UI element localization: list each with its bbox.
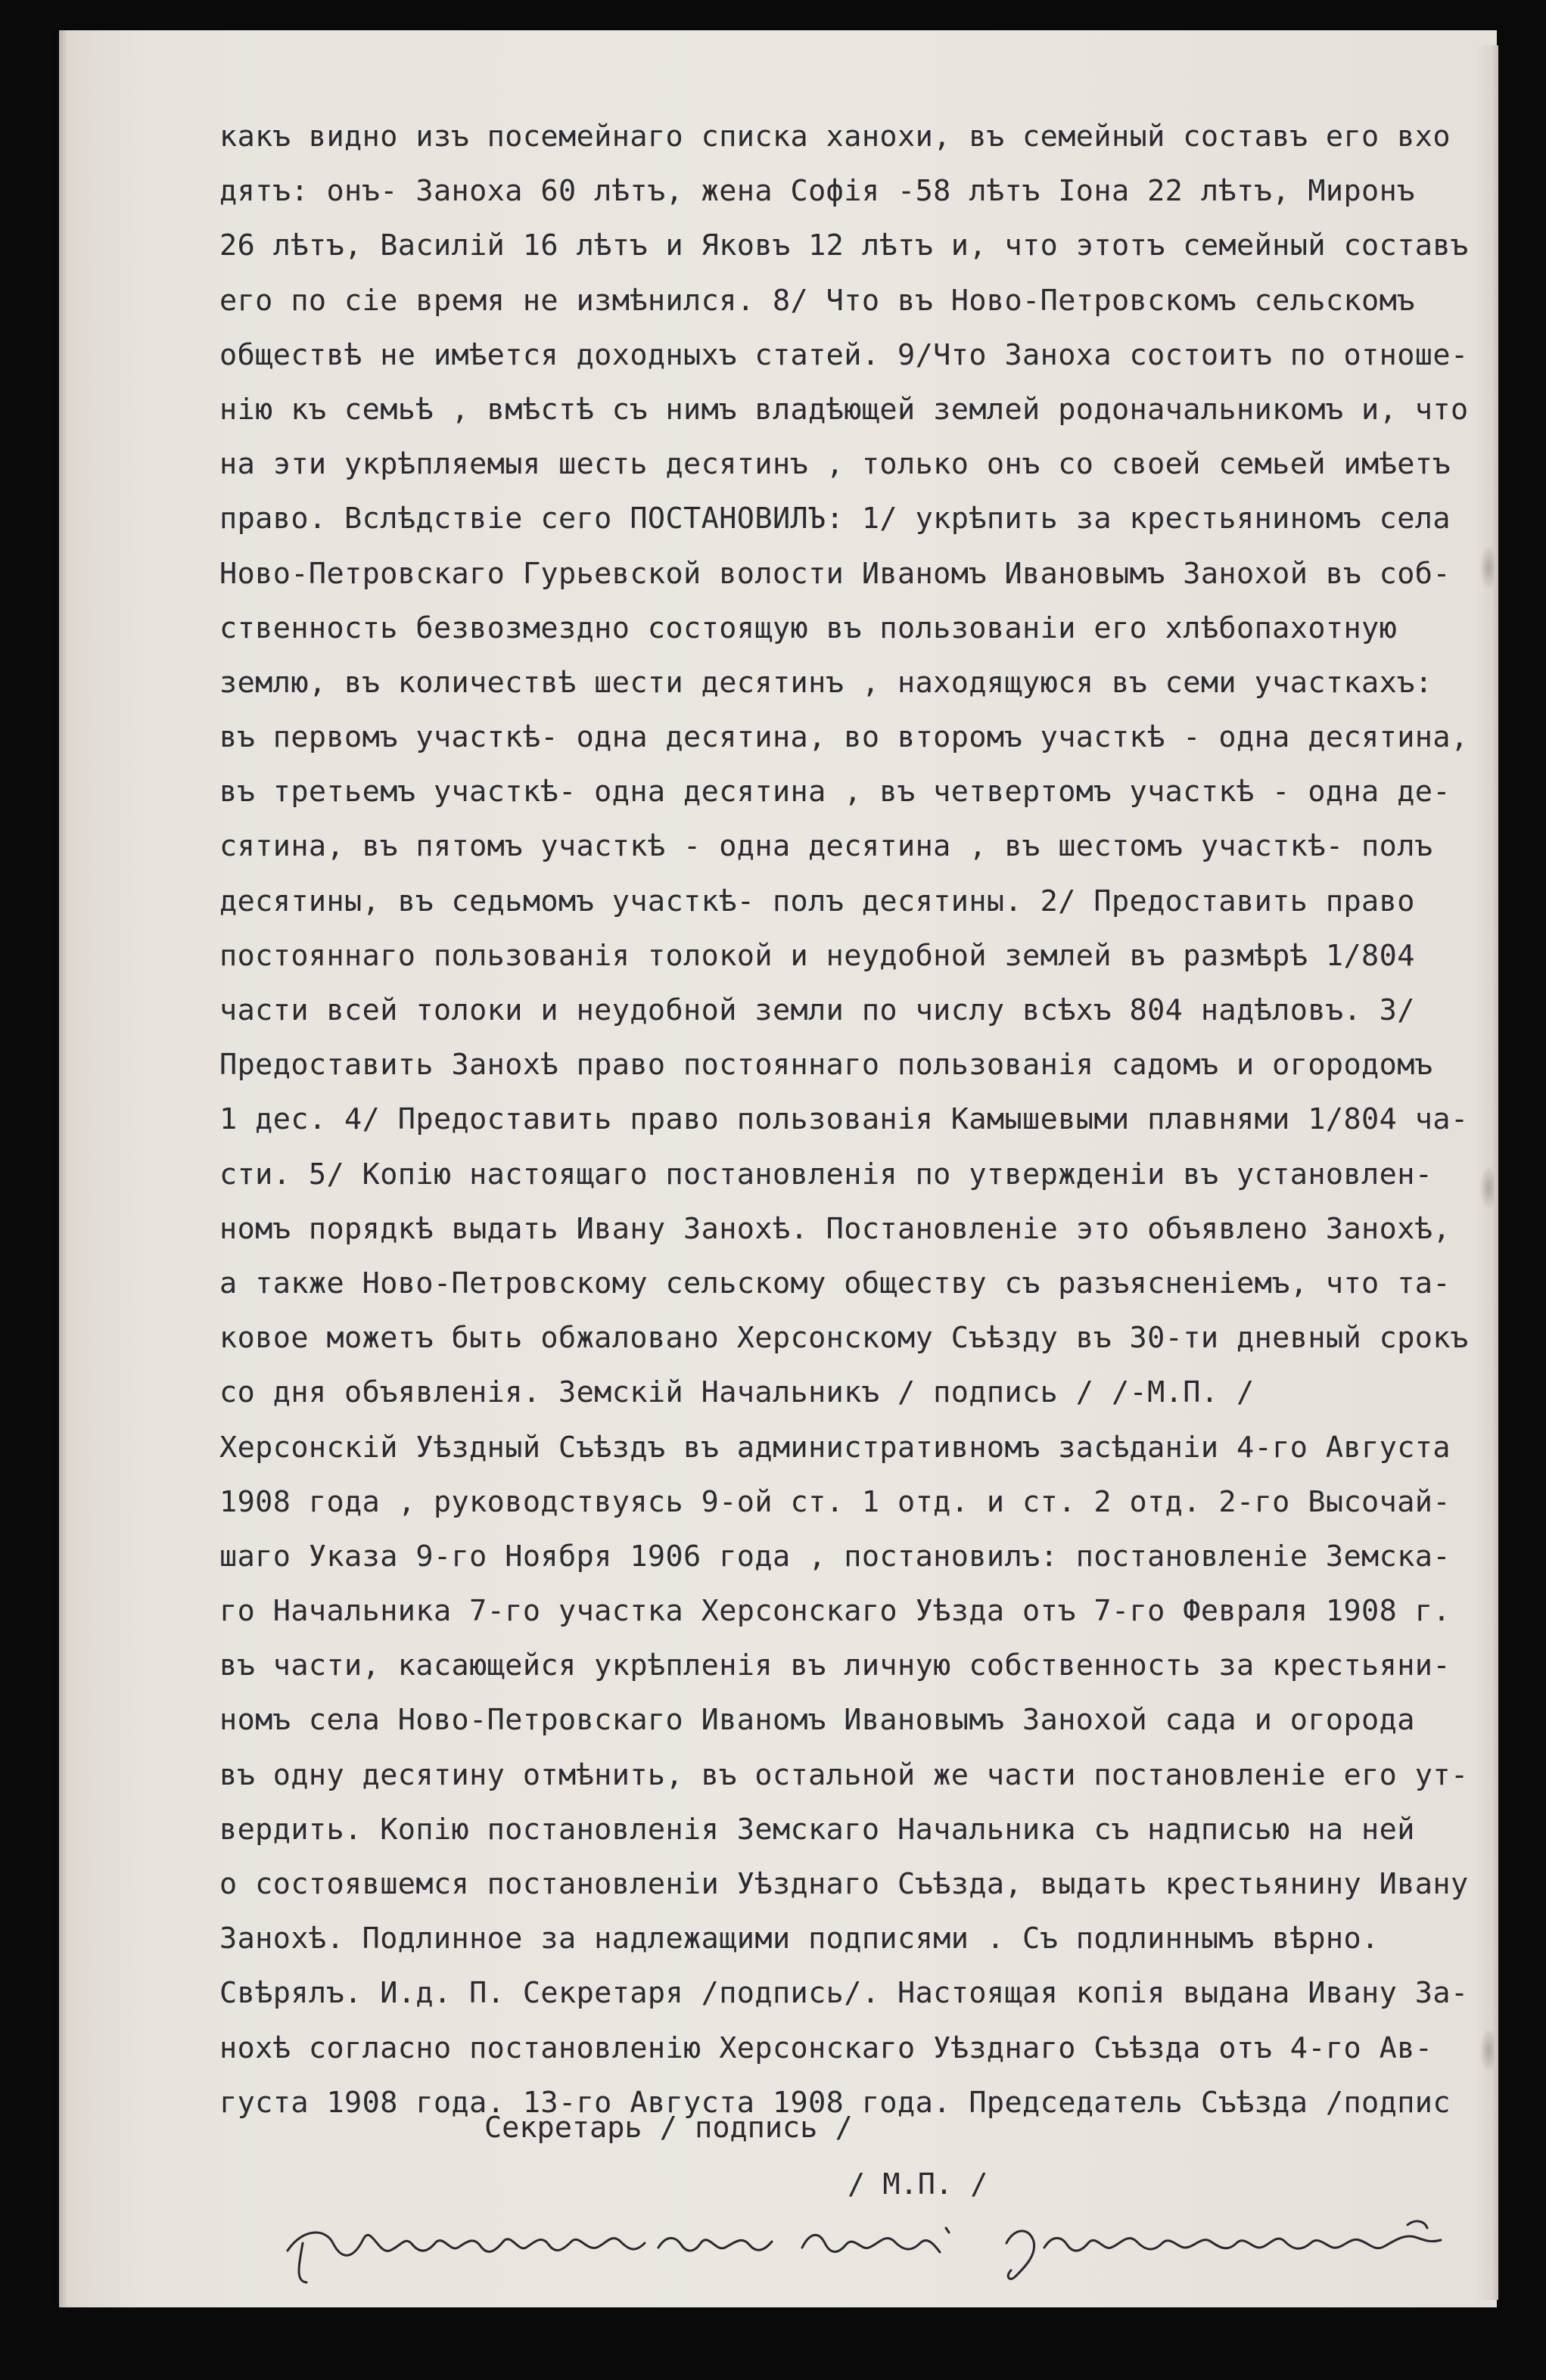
text-line: въ третьемъ участкѣ- одна десятина , въ четвертомъ участкѣ - одна де-: [219, 775, 1451, 809]
text-line: право. Вслѣдствіе сего ПОСТАНОВИЛЪ: 1/ укрѣпить за крестьяниномъ села: [219, 502, 1451, 536]
text-line: а также Ново-Петровскому сельскому обществу съ разъясненіемъ, что та-: [219, 1266, 1451, 1300]
text-line: ковое можетъ быть обжаловано Херсонскому Съѣзду въ 30-ти дневный срокъ: [219, 1321, 1469, 1356]
text-line: нію къ семьѣ , вмѣстѣ съ нимъ владѣющей землей родоначальникомъ и, что: [219, 392, 1469, 427]
text-line: десятины, въ седьмомъ участкѣ- полъ десятины. 2/ Предоставить право: [219, 884, 1415, 918]
text-line: въ части, касающейся укрѣпленія въ личную собственность за крестьяни-: [219, 1648, 1451, 1683]
text-line: обществѣ не имѣется доходныхъ статей. 9/Что Заноха состоитъ по отноше-: [219, 337, 1469, 372]
text-line: номъ порядкѣ выдать Ивану Занохѣ. Постановленіе это объявлено Занохѣ,: [219, 1211, 1451, 1246]
text-line: Занохѣ. Подлинное за надлежащими подписями . Съ подлиннымъ вѣрно.: [219, 1922, 1380, 1956]
text-line: въ первомъ участкѣ- одна десятина, во второмъ участкѣ - одна десятина,: [219, 720, 1469, 755]
text-line: густа 1908 года. 13-го Августа 1908 года. Председатель Съѣзда /подпис: [219, 2085, 1451, 2120]
text-line: со дня объявленія. Земскій Начальникъ / подпись / /-М.П. /: [219, 1375, 1255, 1410]
paper-left-edge: [59, 30, 67, 2307]
text-line: го Начальника 7-го участка Херсонскаго Уѣзда отъ 7-го Февраля 1908 г.: [219, 1594, 1451, 1629]
text-line: ственность безвозмездно состоящую въ пользованіи его хлѣбопахотную: [219, 611, 1398, 645]
text-line: его по сіе время не измѣнился. 8/ Что въ Ново-Петровскомъ сельскомъ: [219, 283, 1415, 318]
text-line: Свѣрялъ. И.д. П. Секретаря /подпись/. Настоящая копія выдана Ивану За-: [219, 1976, 1469, 2011]
text-line: 26 лѣтъ, Василій 16 лѣтъ и Яковъ 12 лѣтъ и, что этотъ семейный составъ: [219, 228, 1469, 263]
text-line: какъ видно изъ посемейнаго списка ханохи, въ семейный составъ его вхо: [219, 120, 1451, 154]
text-line: нохѣ согласно постановленію Херсонскаго Уѣзднаго Съѣзда отъ 4-го Ав-: [219, 2030, 1433, 2065]
text-line: дятъ: онъ- Заноха 60 лѣтъ, жена Софія -58 лѣтъ Іона 22 лѣтъ, Миронъ: [219, 174, 1415, 209]
text-line: сти. 5/ Копію настоящаго постановленія по утвержденіи въ установлен-: [219, 1157, 1433, 1192]
text-line: 1908 года , руководствуясь 9-ой ст. 1 отд. и ст. 2 отд. 2-го Высочай-: [219, 1484, 1451, 1519]
text-line: шаго Указа 9-го Ноября 1906 года , постановилъ: постановленіе Земска-: [219, 1539, 1451, 1574]
seal-mark-line: / М.П. /: [848, 2167, 988, 2201]
text-line: Предоставить Занохѣ право постояннаго пользованія садомъ и огородомъ: [219, 1048, 1433, 1083]
text-line: сятина, въ пятомъ участкѣ - одна десятина , въ шестомъ участкѣ- полъ: [219, 829, 1433, 864]
text-line: землю, въ количествѣ шести десятинъ , находящуюся въ семи участкахъ:: [219, 665, 1433, 700]
text-line: Ново-Петровскаго Гурьевской волости Иваномъ Ивановымъ Занохой въ соб-: [219, 556, 1451, 591]
text-line: въ одну десятину отмѣнить, въ остальной же части постановленіе его ут-: [219, 1757, 1469, 1792]
text-line: постояннаго пользованія толокой и неудобной землей въ размѣрѣ 1/804: [219, 938, 1415, 973]
text-line: части всей толоки и неудобной земли по числу всѣхъ 804 надѣловъ. 3/: [219, 993, 1415, 1027]
text-line: о состоявшемся постановленіи Уѣзднаго Съѣзда, выдать крестьянину Ивану: [219, 1867, 1469, 1901]
text-line: номъ села Ново-Петровскаго Иваномъ Ивановымъ Занохой сада и огорода: [219, 1703, 1415, 1738]
text-line: на эти укрѣпляемыя шесть десятинъ , только онъ со своей семьей имѣетъ: [219, 447, 1451, 482]
handwritten-signature: [280, 2198, 1460, 2288]
text-line: вердить. Копію постановленія Земскаго Начальника съ надписью на ней: [219, 1812, 1415, 1847]
typed-document-body: [219, 110, 1498, 2130]
text-line: Херсонскій Уѣздный Съѣздъ въ административномъ засѣданіи 4-го Августа: [219, 1430, 1451, 1465]
text-line: 1 дес. 4/ Предоставить право пользованія Камышевыми плавнями 1/804 ча-: [219, 1102, 1469, 1137]
secretary-signature-line: Секретарь / подпись /: [484, 2111, 853, 2145]
